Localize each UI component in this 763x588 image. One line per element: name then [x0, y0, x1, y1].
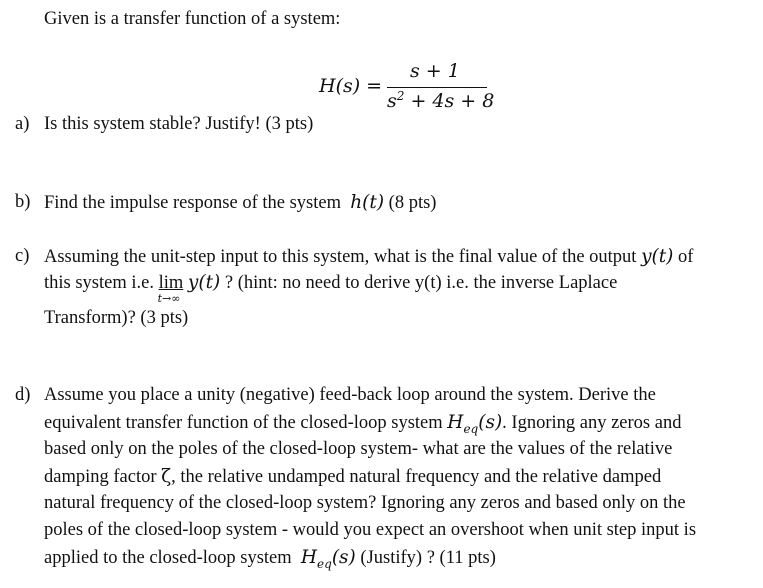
equation-numerator: s + 1	[410, 60, 460, 82]
question-c-label: c)	[15, 246, 30, 266]
heq-symbol: $H_{eq}(s)$	[447, 412, 503, 436]
question-b-text: Find the impulse response of the system h(t) (8 pts)	[44, 192, 437, 213]
impulse-response-symbol: h(t)	[350, 192, 385, 213]
question-d-line-4: damping factor ζ, the relative undamped natural frequency and the relative damped	[44, 466, 662, 487]
heq-symbol-2: $H_{eq}(s)$	[300, 547, 356, 571]
zeta-symbol: ζ	[161, 466, 172, 487]
question-c-line-2: this system i.e. lim t→∞ y(t) ? (hint: no need to derive y(t) i.e. the inverse Laplace	[44, 272, 618, 305]
equation-denominator: $s^2 + 4s + 8$	[387, 89, 495, 112]
question-d-line-5: natural frequency of the closed-loop system? Ignoring any zeros and based only on the	[44, 493, 686, 513]
question-b-label: b)	[15, 192, 31, 212]
intro-text: Given is a transfer function of a system:	[44, 9, 341, 29]
question-a-label: a)	[15, 114, 30, 134]
question-a-text: Is this system stable? Justify! (3 pts)	[44, 114, 314, 134]
question-c-line-3: Transform)? (3 pts)	[44, 308, 189, 328]
question-d-line-2: equivalent transfer function of the closed-loop system $H_{eq}(s)$. Ignoring any zeros and	[44, 412, 682, 436]
question-d-line-1: Assume you place a unity (negative) feed-back loop around the system. Derive the	[44, 385, 656, 405]
question-d-line-7: applied to the closed-loop system $H_{eq}(s)$ (Justify) ? (11 pts)	[44, 547, 496, 571]
question-d-label: d)	[15, 385, 31, 405]
question-d-line-3: based only on the poles of the closed-loop system- what are the values of the relative	[44, 439, 673, 459]
question-c-line-1: Assuming the unit-step input to this system, what is the final value of the output y(t) of	[44, 246, 694, 267]
equation-lhs: H(s) =	[319, 75, 383, 97]
limit-operator: lim t→∞	[157, 273, 184, 305]
question-d-line-6: poles of the closed-loop system - would you expect an overshoot when unit step input is	[44, 520, 697, 540]
